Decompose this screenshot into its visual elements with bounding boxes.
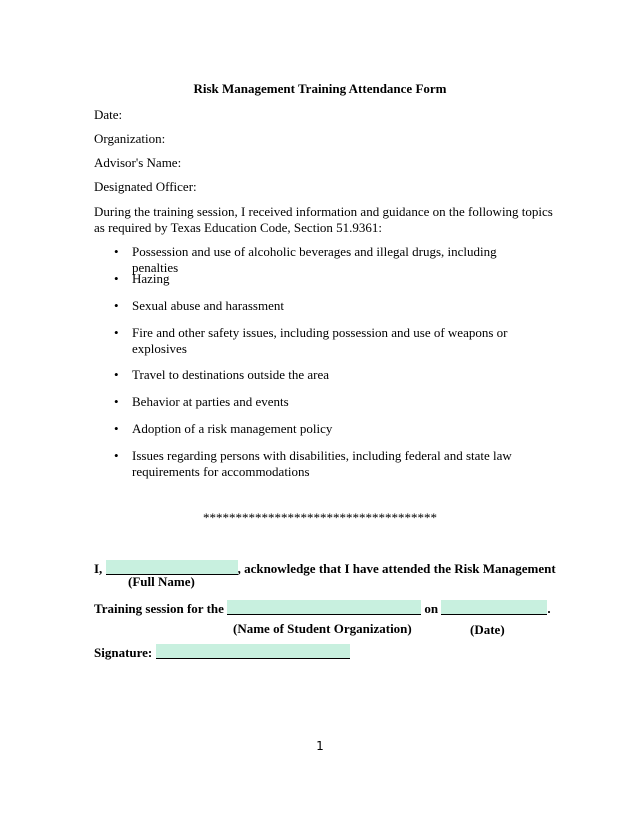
ack-prefix: I, (94, 561, 103, 576)
topic-text: Hazing (132, 271, 170, 286)
topic-text: Sexual abuse and harassment (132, 298, 284, 313)
date-caption: (Date) (470, 622, 505, 637)
page-number: 1 (316, 739, 324, 753)
bullet-icon: • (114, 298, 119, 313)
bullet-icon: • (114, 325, 119, 340)
topic-text: Fire and other safety issues, including possession and use of weapons or explosives (132, 325, 508, 356)
student-organization-field[interactable] (227, 600, 421, 615)
on-word: on (424, 601, 439, 616)
training-prefix: Training session for the (94, 601, 224, 616)
bullet-icon: • (114, 394, 119, 409)
section-separator: ************************************ (203, 510, 437, 525)
bullet-icon: • (114, 448, 119, 463)
topic-text: Behavior at parties and events (132, 394, 289, 409)
signature-field[interactable] (156, 644, 350, 659)
bullet-icon: • (114, 271, 119, 286)
full-name-caption: (Full Name) (128, 574, 195, 589)
training-session-line (94, 600, 551, 617)
bullet-icon: • (114, 244, 119, 259)
designated-officer-label: Designated Officer: (94, 179, 197, 194)
topic-text: Travel to destinations outside the area (132, 367, 330, 382)
form-title: Risk Management Training Attendance Form (193, 81, 447, 96)
period: . (547, 601, 551, 616)
bullet-icon: • (114, 421, 119, 436)
organization-label: Organization: (94, 131, 166, 146)
signature-line (94, 644, 350, 661)
organization-caption: (Name of Student Organization) (233, 621, 412, 636)
advisor-name-label: Advisor's Name: (94, 155, 182, 170)
topic-text: Adoption of a risk management policy (132, 421, 333, 436)
ack-suffix: , acknowledge that I have attended the Risk Management (237, 561, 556, 576)
intro-paragraph: During the training session, I received information and guidance on the following topics as required by Texas Education Code, Section 51.9361: (94, 204, 553, 235)
topic-text: Possession and use of alcoholic beverages and illegal drugs, including penalties (132, 244, 497, 275)
bullet-icon: • (114, 367, 119, 382)
full-name-field[interactable] (106, 560, 238, 575)
date-label: Date: (94, 107, 123, 122)
session-date-field[interactable] (441, 600, 547, 615)
signature-label: Signature: (94, 645, 153, 660)
topic-text: Issues regarding persons with disabilities, including federal and state law requirements for accommodations (132, 448, 512, 479)
